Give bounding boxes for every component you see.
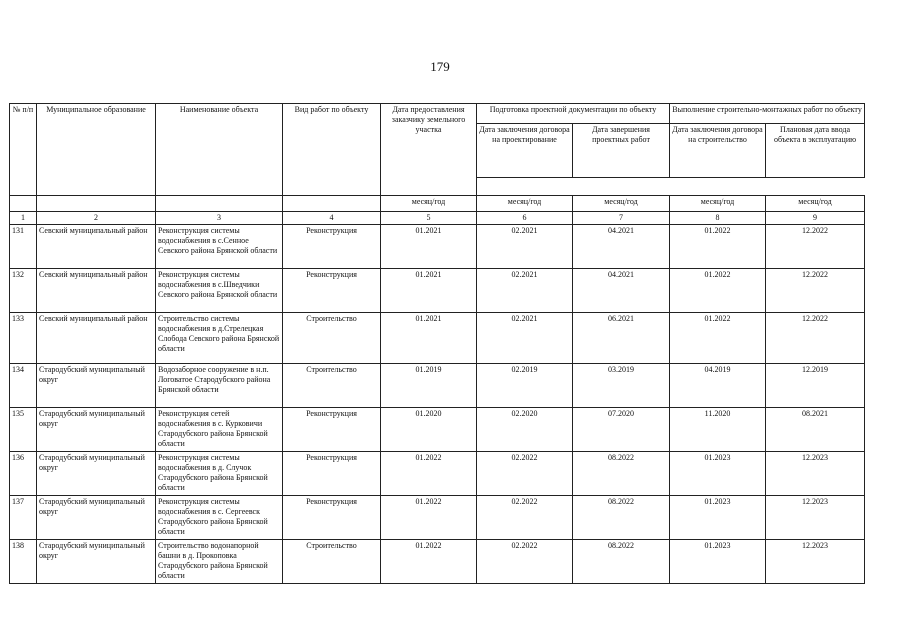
row-design-contract-date: 02.2021 <box>477 269 573 313</box>
row-work-type: Строительство <box>283 313 381 364</box>
header-commissioning: Плановая дата ввода объекта в эксплуатацию <box>766 124 865 178</box>
row-commissioning-date: 12.2022 <box>766 225 865 269</box>
header-work-type: Вид работ по объекту <box>283 104 381 196</box>
column-number: 4 <box>283 212 381 225</box>
row-number: 132 <box>10 269 37 313</box>
header-construction-contract: Дата заключения договора на строительство <box>670 124 766 178</box>
row-land-date: 01.2021 <box>381 269 477 313</box>
row-work-type: Реконструкция <box>283 269 381 313</box>
unit-empty-4 <box>283 196 381 212</box>
row-municipality: Севский муниципальный район <box>37 225 156 269</box>
row-object-name: Строительство системы водоснабжения в д.Стрелецкая Слобода Севского района Брянской области <box>156 313 283 364</box>
row-construction-contract-date: 01.2023 <box>670 452 766 496</box>
row-design-contract-date: 02.2021 <box>477 225 573 269</box>
row-commissioning-date: 12.2022 <box>766 313 865 364</box>
row-municipality: Стародубский муниципальный округ <box>37 496 156 540</box>
row-commissioning-date: 12.2019 <box>766 364 865 408</box>
row-municipality: Севский муниципальный район <box>37 313 156 364</box>
row-number: 135 <box>10 408 37 452</box>
header-design-contract: Дата заключения договора на проектирование <box>477 124 573 178</box>
column-number: 1 <box>10 212 37 225</box>
table-row <box>10 408 865 452</box>
row-construction-contract-date: 01.2022 <box>670 269 766 313</box>
header-municipality: Муниципальное образование <box>37 104 156 196</box>
row-commissioning-date: 12.2022 <box>766 269 865 313</box>
unit-label: месяц/год <box>477 196 573 212</box>
row-number: 138 <box>10 540 37 584</box>
header-design-group: Подготовка проектной документации по объекту <box>477 104 670 124</box>
row-design-end-date: 06.2021 <box>573 313 670 364</box>
row-design-end-date: 04.2021 <box>573 225 670 269</box>
table-row <box>10 364 865 408</box>
column-number: 7 <box>573 212 670 225</box>
row-design-contract-date: 02.2022 <box>477 540 573 584</box>
row-design-end-date: 08.2022 <box>573 540 670 584</box>
row-object-name: Строительство водонапорной башни в д. Прокоповка Стародубского района Брянской области <box>156 540 283 584</box>
row-design-contract-date: 02.2022 <box>477 452 573 496</box>
page-number: 179 <box>430 59 450 74</box>
row-land-date: 01.2019 <box>381 364 477 408</box>
row-commissioning-date: 12.2023 <box>766 496 865 540</box>
row-municipality: Стародубский муниципальный округ <box>37 408 156 452</box>
row-construction-contract-date: 01.2023 <box>670 540 766 584</box>
row-commissioning-date: 08.2021 <box>766 408 865 452</box>
row-design-end-date: 08.2022 <box>573 496 670 540</box>
row-design-contract-date: 02.2022 <box>477 496 573 540</box>
row-design-contract-date: 02.2019 <box>477 364 573 408</box>
row-construction-contract-date: 01.2022 <box>670 313 766 364</box>
row-object-name: Реконструкция системы водоснабжения в с.Шведчики Севского района Брянской области <box>156 269 283 313</box>
row-commissioning-date: 12.2023 <box>766 452 865 496</box>
row-design-end-date: 08.2022 <box>573 452 670 496</box>
header-object: Наименование объекта <box>156 104 283 196</box>
table-row <box>10 540 865 584</box>
schedule-table <box>9 103 865 584</box>
row-land-date: 01.2021 <box>381 225 477 269</box>
column-number: 2 <box>37 212 156 225</box>
row-construction-contract-date: 01.2022 <box>670 225 766 269</box>
table-row <box>10 225 865 269</box>
header-design-end: Дата завершения проектных работ <box>573 124 670 178</box>
row-municipality: Стародубский муниципальный округ <box>37 540 156 584</box>
row-municipality: Стародубский муниципальный округ <box>37 452 156 496</box>
table-row <box>10 269 865 313</box>
row-work-type: Реконструкция <box>283 496 381 540</box>
row-land-date: 01.2022 <box>381 540 477 584</box>
row-number: 134 <box>10 364 37 408</box>
row-municipality: Севский муниципальный район <box>37 269 156 313</box>
row-design-contract-date: 02.2021 <box>477 313 573 364</box>
row-work-type: Реконструкция <box>283 408 381 452</box>
unit-label: месяц/год <box>381 196 477 212</box>
table-row <box>10 452 865 496</box>
row-number: 136 <box>10 452 37 496</box>
row-work-type: Строительство <box>283 540 381 584</box>
unit-empty-2 <box>37 196 156 212</box>
row-number: 133 <box>10 313 37 364</box>
row-object-name: Реконструкция системы водоснабжения в с. Сергеевск Стародубского района Брянской области <box>156 496 283 540</box>
row-design-end-date: 04.2021 <box>573 269 670 313</box>
row-design-end-date: 03.2019 <box>573 364 670 408</box>
row-commissioning-date: 12.2023 <box>766 540 865 584</box>
row-object-name: Реконструкция сетей водоснабжения в с. Курковичи Стародубского района Брянской области <box>156 408 283 452</box>
row-construction-contract-date: 04.2019 <box>670 364 766 408</box>
row-construction-contract-date: 11.2020 <box>670 408 766 452</box>
unit-label: месяц/год <box>766 196 865 212</box>
column-number: 9 <box>766 212 865 225</box>
row-land-date: 01.2022 <box>381 496 477 540</box>
row-object-name: Водозаборное сооружение в н.п. Логоватое Стародубского района Брянской области <box>156 364 283 408</box>
row-work-type: Реконструкция <box>283 452 381 496</box>
header-land-date: Дата предоставления заказчику земельного участка <box>381 104 477 196</box>
row-design-end-date: 07.2020 <box>573 408 670 452</box>
column-number: 3 <box>156 212 283 225</box>
column-number: 5 <box>381 212 477 225</box>
row-object-name: Реконструкция системы водоснабжения в с.Сенное Севского района Брянской области <box>156 225 283 269</box>
row-land-date: 01.2020 <box>381 408 477 452</box>
row-work-type: Реконструкция <box>283 225 381 269</box>
row-number: 137 <box>10 496 37 540</box>
row-design-contract-date: 02.2020 <box>477 408 573 452</box>
row-municipality: Стародубский муниципальный округ <box>37 364 156 408</box>
row-object-name: Реконструкция системы водоснабжения в д. Случок Стародубского района Брянской области <box>156 452 283 496</box>
unit-label: месяц/год <box>573 196 670 212</box>
row-number: 131 <box>10 225 37 269</box>
unit-empty-3 <box>156 196 283 212</box>
row-land-date: 01.2021 <box>381 313 477 364</box>
row-work-type: Строительство <box>283 364 381 408</box>
row-land-date: 01.2022 <box>381 452 477 496</box>
table-row <box>10 496 865 540</box>
row-construction-contract-date: 01.2023 <box>670 496 766 540</box>
header-construction-group: Выполнение строительно-монтажных работ по объекту <box>670 104 865 124</box>
header-no: № п/п <box>10 104 37 196</box>
column-number: 6 <box>477 212 573 225</box>
table-row <box>10 313 865 364</box>
unit-label: месяц/год <box>670 196 766 212</box>
unit-empty-1 <box>10 196 37 212</box>
column-number: 8 <box>670 212 766 225</box>
